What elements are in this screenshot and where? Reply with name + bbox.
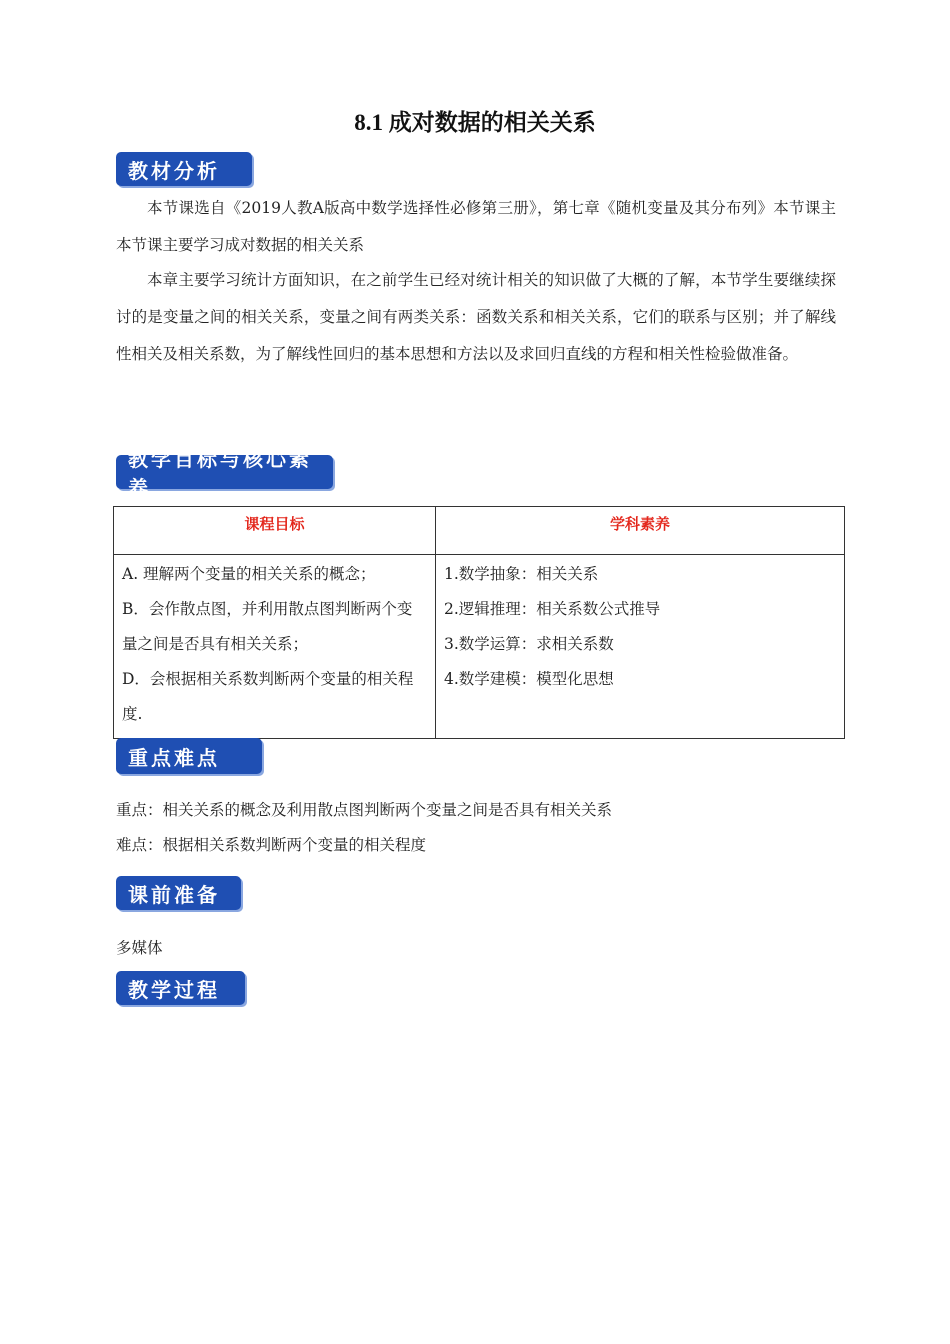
- goals-table: [113, 506, 845, 739]
- prep-text: 多媒体: [116, 939, 163, 957]
- section-badge-prep: 课前准备: [116, 876, 241, 910]
- goals-table-header-course: 课程目标: [114, 507, 436, 555]
- course-goal-b: B．会作散点图，并利用散点图判断两个变量之间是否具有相关关系；: [122, 600, 413, 653]
- literacy-item-1: 1.数学抽象：相关关系: [444, 565, 599, 583]
- key-point-text: 重点：相关关系的概念及利用散点图判断两个变量之间是否具有相关关系: [116, 801, 613, 819]
- literacy-item-4: 4.数学建模：模型化思想: [444, 670, 614, 688]
- literacy-item-2: 2.逻辑推理：相关系数公式推导: [444, 600, 661, 618]
- section-badge-analysis: 教材分析: [116, 152, 252, 186]
- section-badge-goals: 教学目标与核心素养: [116, 455, 333, 489]
- course-goal-a: A. 理解两个变量的相关关系的概念；: [122, 565, 376, 583]
- page-title: 8.1 成对数据的相关关系: [354, 110, 596, 135]
- analysis-paragraph-2: 本章主要学习统计方面知识，在之前学生已经对统计相关的知识做了大概的了解，本节学生要继续探讨的是变量之间的相关关系，变量之间有两类关系：函数关系和相关关系，它们的联系与区别；并了解线性相关及相关系数，为了解线性回归的基本思想和方法以及求回归直线的方程和相关性检验做准备。: [116, 271, 836, 363]
- goals-table-header-literacy: 学科素养: [436, 507, 845, 555]
- section-badge-process: 教学过程: [116, 971, 245, 1005]
- analysis-paragraph-1: 本节课选自《2019人教A版高中数学选择性必修第三册》，第七章《随机变量及其分布列》本节课主本节课主要学习成对数据的相关关系: [116, 199, 836, 254]
- literacy-cell: [436, 555, 845, 739]
- difficult-point-text: 难点：根据相关系数判断两个变量的相关程度: [116, 836, 427, 854]
- section-badge-keypoints: 重点难点: [116, 738, 262, 774]
- course-goals-cell: [114, 555, 436, 739]
- course-goal-d: D．会根据相关系数判断两个变量的相关程度.: [122, 670, 414, 723]
- literacy-item-3: 3.数学运算：求相关系数: [444, 635, 614, 653]
